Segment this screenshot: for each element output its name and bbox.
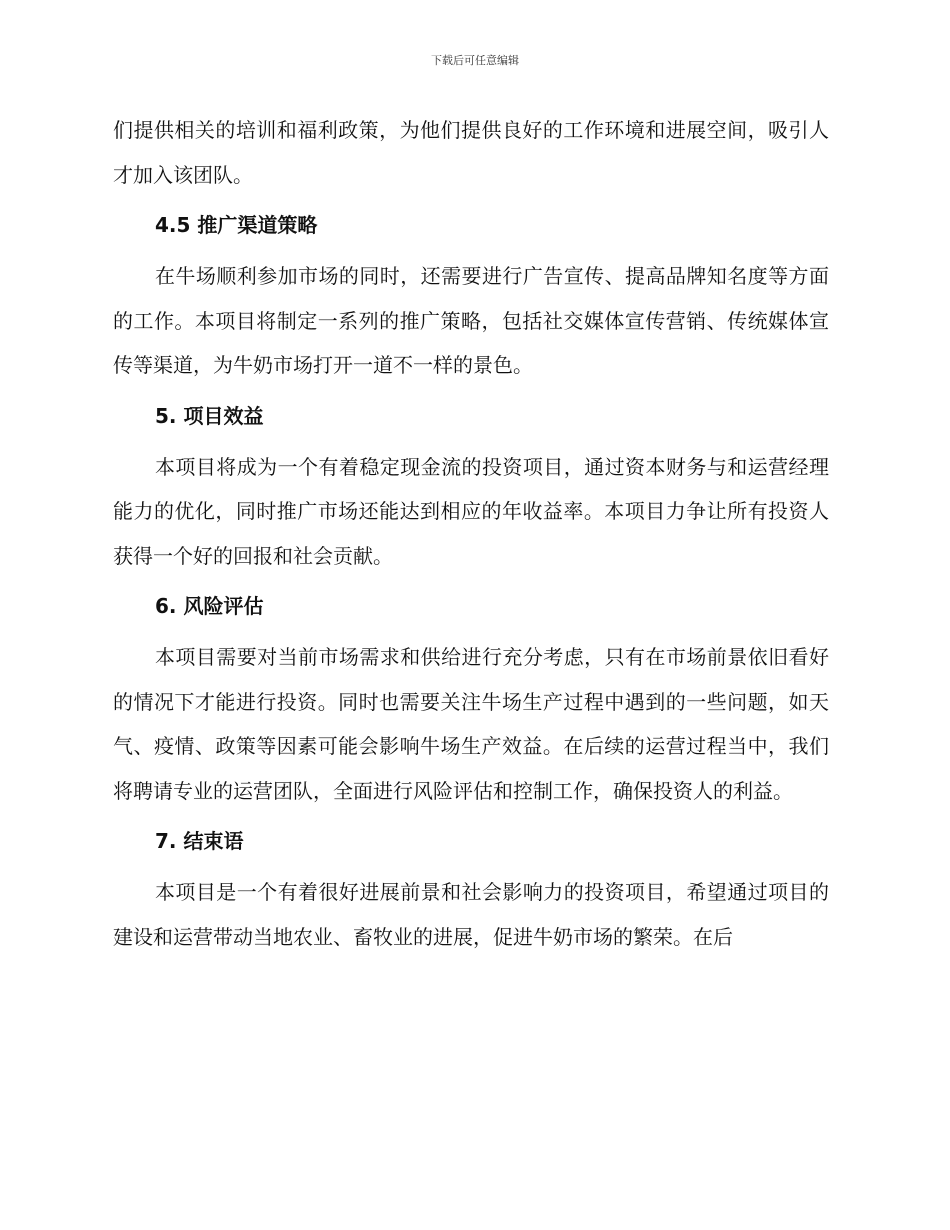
section-heading-7: 7. 结束语: [155, 829, 244, 853]
page-header: 下载后可任意编辑: [431, 54, 519, 67]
paragraph-continuation: 们提供相关的培训和福利政策，为他们提供良好的工作环境和进展空间，吸引人才加入该团队。: [113, 118, 829, 187]
paragraph-risk-assessment: 本项目需要对当前市场需求和供给进行充分考虑，只有在市场前景依旧看好的情况下才能进行投资。同时也需要关注牛场生产过程中遇到的一些问题，如天气、疫情、政策等因素可能会影响牛场生产效益。在后续的运营过程当中，我们将聘请专业的运营团队，全面进行风险评估和控制工作，确保投资人的利益。: [113, 645, 829, 803]
section-heading-4-5: 4.5 推广渠道策略: [155, 213, 318, 237]
paragraph-promotion-channels: 在牛场顺利参加市场的同时，还需要进行广告宣传、提高品牌知名度等方面的工作。本项目将制定一系列的推广策略，包括社交媒体宣传营销、传统媒体宣传等渠道，为牛奶市场打开一道不一样的景色。: [113, 264, 829, 377]
section-heading-6: 6. 风险评估: [155, 594, 264, 618]
section-heading-5: 5. 项目效益: [155, 403, 264, 428]
paragraph-project-benefits: 本项目将成为一个有着稳定现金流的投资项目，通过资本财务与和运营经理能力的优化，同时推广市场还能达到相应的年收益率。本项目力争让所有投资人获得一个好的回报和社会贡献。: [113, 454, 829, 568]
paragraph-conclusion: 本项目是一个有着很好进展前景和社会影响力的投资项目，希望通过项目的建设和运营带动当地农业、畜牧业的进展，促进牛奶市场的繁荣。在后: [113, 880, 829, 949]
document-body: [113, 108, 829, 959]
